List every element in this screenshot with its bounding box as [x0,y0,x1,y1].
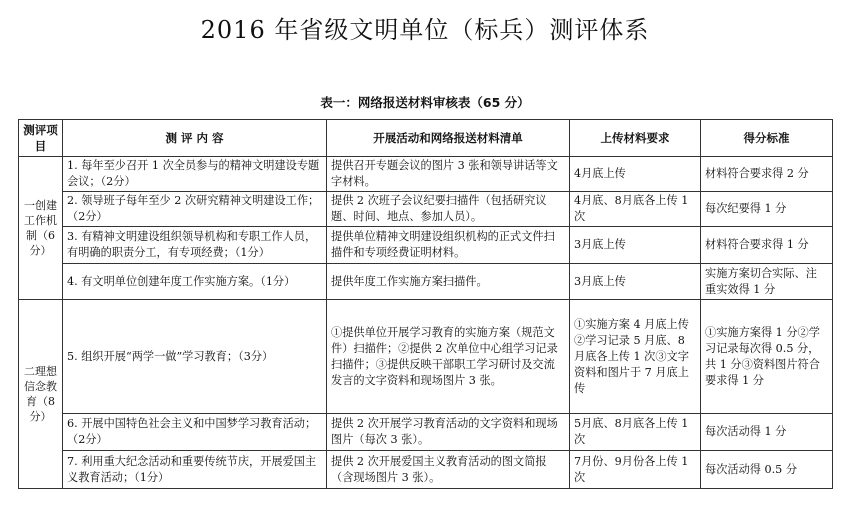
header-score: 得分标准 [701,120,833,157]
score-cell: 每次活动得 1 分 [701,414,833,451]
header-category: 测评项目 [19,120,63,157]
category-label: 二理想信念教育（8分） [24,365,57,423]
evaluation-table [18,119,833,489]
content-cell: 4. 有文明单位创建年度工作实施方案。（1分） [63,264,327,300]
content-cell: 1. 每年至少召开 1 次全员参与的精神文明建设专题会议；（2分） [63,157,327,192]
upload-cell: 4月底上传 [570,157,701,192]
header-materials: 开展活动和网络报送材料清单 [327,120,570,157]
materials-cell: 提供年度工作实施方案扫描件。 [327,264,570,300]
table-row [19,192,833,227]
header-content: 测 评 内 容 [63,120,327,157]
header-upload: 上传材料要求 [570,120,701,157]
table-row [19,157,833,192]
materials-cell: 提供单位精神文明建设组织机构的正式文件扫描件和专项经费证明材料。 [327,227,570,264]
materials-cell: 提供 2 次班子会议纪要扫描件（包括研究议题、时间、地点、参加人员）。 [327,192,570,227]
score-cell: 材料符合要求得 1 分 [701,227,833,264]
upload-cell: 5月底、8月底各上传 1 次 [570,414,701,451]
upload-cell: 7月份、9月份各上传 1 次 [570,451,701,489]
table-row [19,227,833,264]
category-label: 一创建工作机制（6分） [24,199,57,257]
score-cell: 材料符合要求得 2 分 [701,157,833,192]
upload-cell: ①实施方案 4 月底上传②学习记录 5 月底、8 月底各上传 1 次③文字资料和图片于 7 月底上传 [570,300,701,414]
content-cell: 5. 组织开展“两学一做”学习教育；（3分） [63,300,327,414]
score-cell: ①实施方案得 1 分②学习记录每次得 0.5 分，共 1 分③资料图片符合要求得 1 分 [701,300,833,414]
upload-cell: 4月底、8月底各上传 1 次 [570,192,701,227]
materials-cell: ①提供单位开展学习教育的实施方案（规范文件）扫描件；②提供 2 次单位中心组学习记录扫描件；③提供反映干部职工学习研讨及交流发言的文字资料和现场图片 3 张。 [327,300,570,414]
table-subtitle: 表一：网络报送材料审核表（65 分） [320,95,530,110]
page-title: 2016 年省级文明单位（标兵）测评体系 [200,16,650,44]
upload-cell: 3月底上传 [570,264,701,300]
content-cell: 3. 有精神文明建设组织领导机构和专职工作人员，有明确的职责分工，有专项经费；（1分） [63,227,327,264]
materials-cell: 提供 2 次开展爱国主义教育活动的图文简报（含现场图片 3 张）。 [327,451,570,489]
materials-cell: 提供召开专题会议的图片 3 张和领导讲话等文字材料。 [327,157,570,192]
upload-cell: 3月底上传 [570,227,701,264]
table-row [19,451,833,489]
score-cell: 每次纪要得 1 分 [701,192,833,227]
table-header-row [19,120,833,157]
score-cell: 每次活动得 0.5 分 [701,451,833,489]
score-cell: 实施方案切合实际、注重实效得 1 分 [701,264,833,300]
content-cell: 2. 领导班子每年至少 2 次研究精神文明建设工作；（2分） [63,192,327,227]
materials-cell: 提供 2 次开展学习教育活动的文字资料和现场图片（每次 3 张）。 [327,414,570,451]
content-cell: 7. 利用重大纪念活动和重要传统节庆，开展爱国主义教育活动；（1分） [63,451,327,489]
category-cell [19,300,63,489]
table-row [19,414,833,451]
category-cell [19,157,63,300]
table-row [19,300,833,414]
content-cell: 6. 开展中国特色社会主义和中国梦学习教育活动；（2分） [63,414,327,451]
table-row [19,264,833,300]
